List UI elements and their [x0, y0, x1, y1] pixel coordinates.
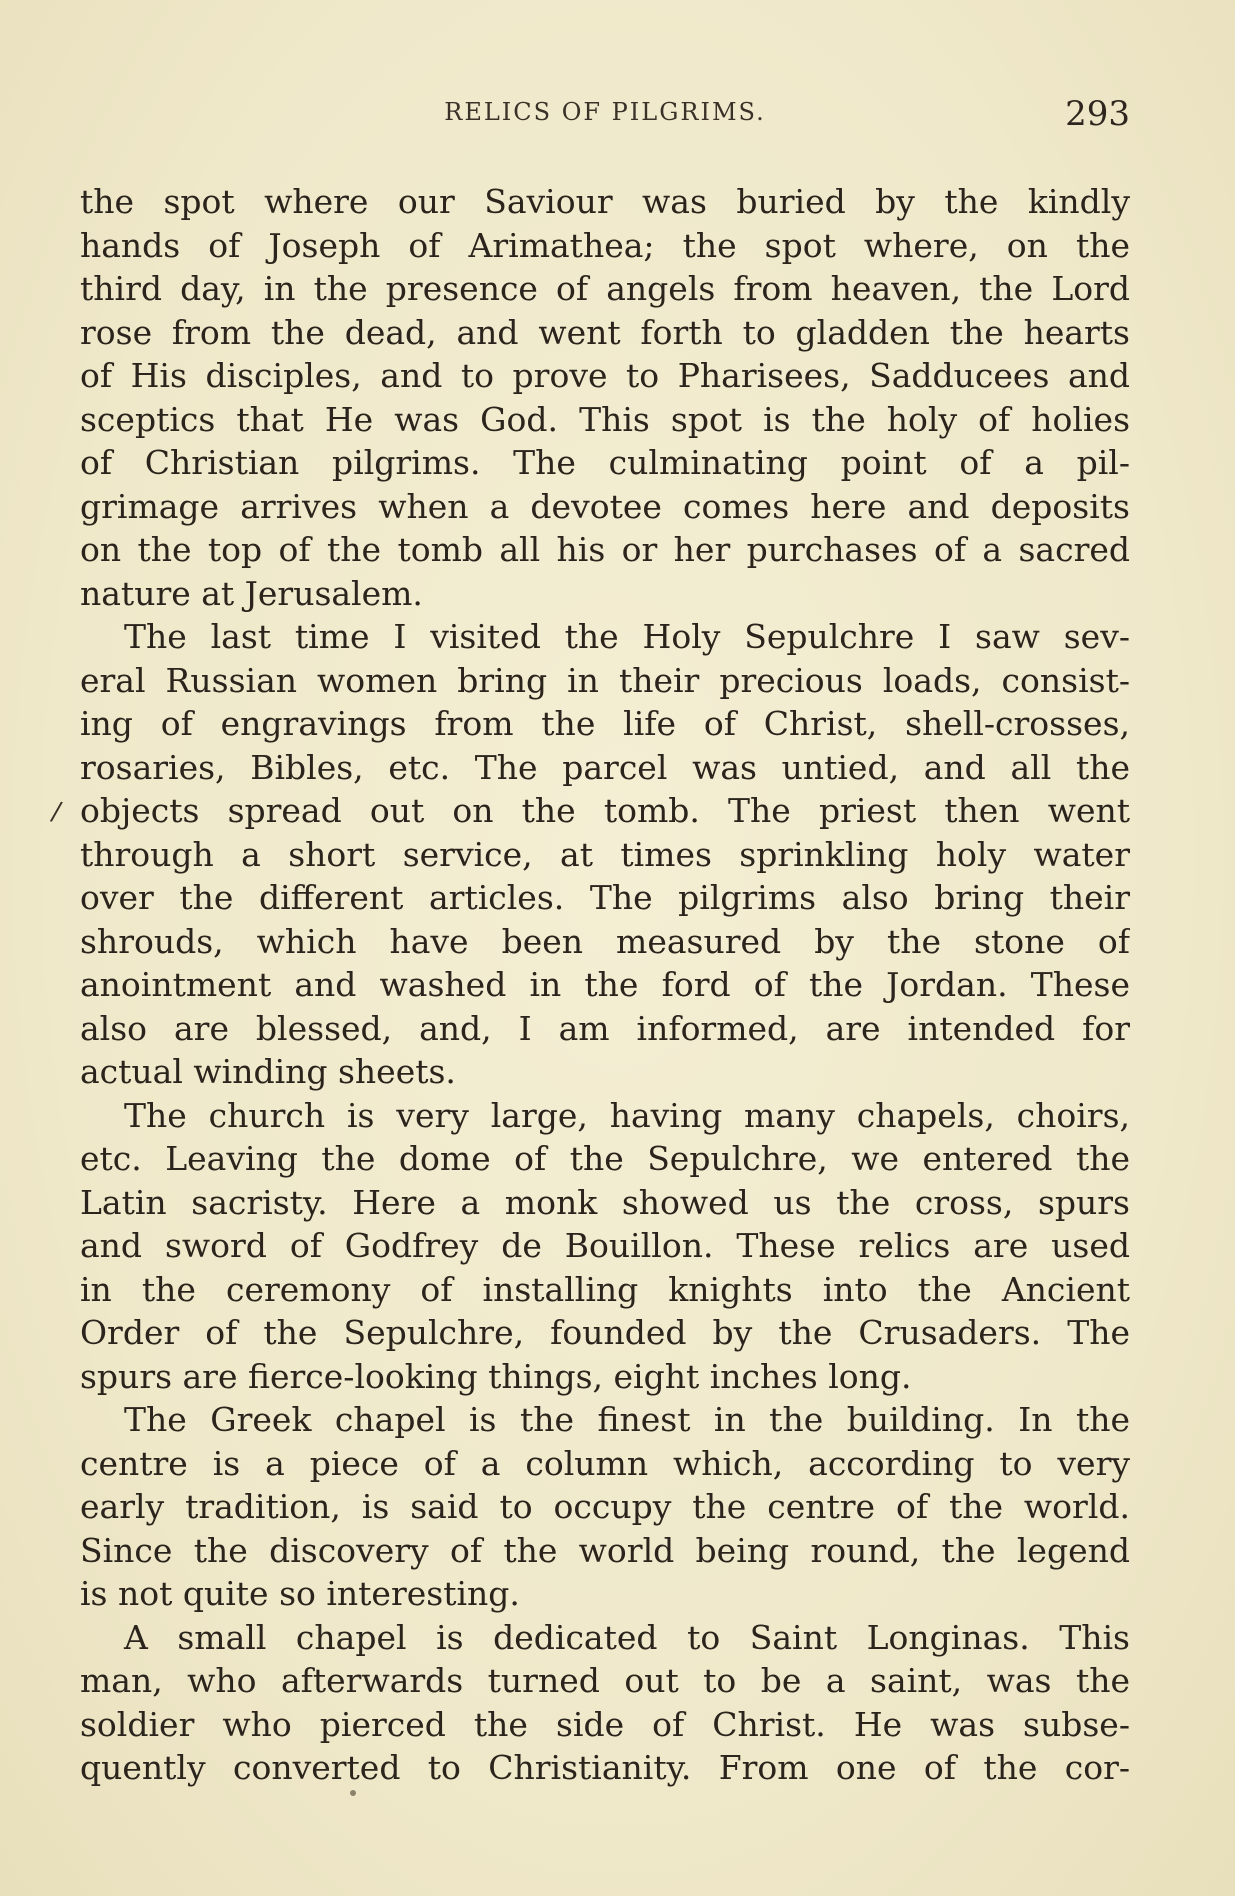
text-line: early tradition, is said to occupy the centre of the world. [80, 1487, 1130, 1526]
text-line: ing of engravings from the life of Christ, shell-crosses, [80, 704, 1130, 743]
text-line: shrouds, which have been measured by the stone of [80, 921, 1130, 961]
text-line: sceptics that He was God. This spot is the holy of holies [80, 399, 1130, 439]
text-line: quently converted to Christianity. From one of the cor- [80, 1748, 1130, 1787]
text-line: is not quite so interesting. [80, 1574, 520, 1613]
text-line: A small chapel is dedicated to Saint Longinas. This [124, 1617, 1130, 1657]
page-header [80, 94, 1130, 140]
text-line: The church is very large, having many chapels, choirs, [124, 1095, 1130, 1135]
text-line: nature at Jerusalem. [80, 573, 423, 613]
page-number: 293 [1065, 94, 1130, 134]
text-line: in the ceremony of installing knights into the Ancient [80, 1269, 1130, 1309]
text-line: of Christian pilgrims. The culminating point of a pil- [80, 443, 1130, 482]
text-line: centre is a piece of a column which, according to very [80, 1443, 1130, 1483]
text-line: third day, in the presence of angels from heaven, the Lord [80, 269, 1130, 308]
text-line: actual winding sheets. [80, 1052, 456, 1091]
text-line: Since the discovery of the world being round, the legend [80, 1530, 1130, 1570]
body-text [80, 180, 1130, 1790]
text-line: of His disciples, and to prove to Pharisees, Sadducees and [80, 356, 1130, 395]
text-line: anointment and washed in the ford of the Jordan. These [80, 965, 1130, 1004]
text-line: the spot where our Saviour was buried by the kindly [80, 182, 1130, 221]
text-line: and sword of Godfrey de Bouillon. These relics are used [80, 1226, 1130, 1265]
text-line: grimage arrives when a devotee comes here and deposits [80, 486, 1130, 526]
text-line: rosaries, Bibles, etc. The parcel was untied, and all the [80, 747, 1130, 787]
text-line: The Greek chapel is the finest in the building. In the [124, 1400, 1130, 1439]
text-line: The last time I visited the Holy Sepulchre I saw sev- [124, 617, 1130, 656]
text-line: Latin sacristy. Here a monk showed us the cross, spurs [80, 1182, 1130, 1222]
text-line: also are blessed, and, I am informed, are intended for [80, 1008, 1130, 1048]
text-line: objects spread out on the tomb. The priest then went [80, 791, 1130, 830]
text-line: through a short service, at times sprinkling holy water [80, 834, 1130, 874]
text-line: on the top of the tomb all his or her purchases of a sacred [80, 530, 1130, 569]
text-line: hands of Joseph of Arimathea; the spot where, on the [80, 225, 1130, 265]
text-line: soldier who pierced the side of Christ. He was subse- [80, 1704, 1130, 1744]
text-line: etc. Leaving the dome of the Sepulchre, we entered the [80, 1139, 1130, 1178]
text-line: eral Russian women bring in their precious loads, consist- [80, 660, 1130, 700]
text-line: man, who afterwards turned out to be a saint, was the [80, 1661, 1130, 1700]
text-line: rose from the dead, and went forth to gladden the hearts [80, 312, 1130, 352]
text-line: Order of the Sepulchre, founded by the Crusaders. The [80, 1313, 1130, 1352]
paper-speck [350, 1790, 356, 1796]
running-head: RELICS OF PILGRIMS. [444, 98, 766, 126]
text-line: over the different articles. The pilgrims also bring their [80, 878, 1130, 917]
margin-pencil-mark: / [48, 796, 64, 828]
text-line: spurs are fierce-looking things, eight inches long. [80, 1356, 912, 1396]
